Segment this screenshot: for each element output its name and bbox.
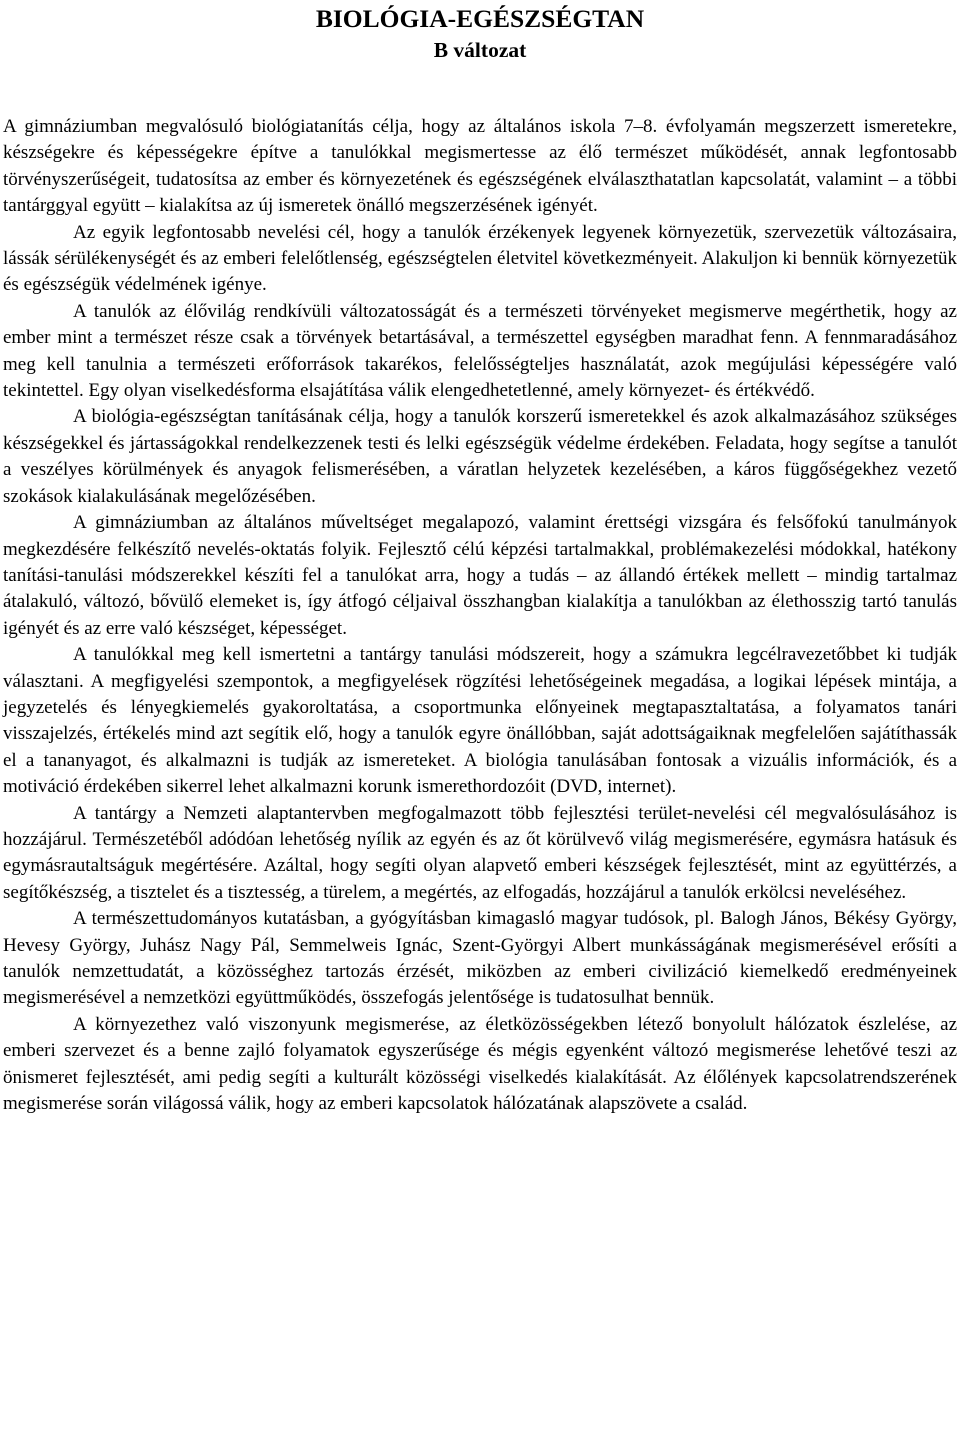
- document-body: [3, 114, 957, 1117]
- document-page: [3, 0, 957, 1117]
- paragraph-intro: A gimnáziumban megvalósuló biológiatanítás célja, hogy az általános iskola 7–8. évfolyamán megszerzett ismeretekre, készségekre és képességekre építve a tanulókkal megismertesse az élő természet működését, annak legfontosabb törvényszerűségeit, tudatosítsa az ember és környezetének és egészségének elválaszthatatlan kapcsolatát, valamint – a többi tantárggyal együtt – kialakítsa az új ismeretek önálló megszerzésének igényét.: [3, 116, 957, 217]
- paragraph-methods: A tanulókkal meg kell ismertetni a tantárgy tanulási módszereit, hogy a számukra legcélravezetőbbet ki tudják választani. A megfigyelési szempontok, a megfigyelések rögzítési lehetőségeinek megadása, a logikai lépések mintája, a jegyzetelés és lényegkiemelés gyakoroltatása, a csoportmunka előnyeinek megtapasztaltatása, a folyamatos tanári visszajelzés, értékelés mind azt segítik elő, hogy a tanulók egyre önállóbban, saját adottságaiknak megfelelően sajátíthassák el a tananyagot, és alkalmazni is tudják az ismereteket. A biológia tanulásában fontosak a vizuális információk, és a motiváció érdekében sikerrel lehet alkalmazni korunk ismerethordozóit (DVD, internet).: [3, 644, 957, 798]
- paragraph-nature-laws: A tanulók az élővilág rendkívüli változatosságát és a természeti törvényeket megismerve megérthetik, hogy az ember mint a természet része csak a törvények betartásával, a természettel egységben maradhat fenn. A fennmaradásához meg kell tanulnia a természeti erőforrások takarékos, felelősségteljes használatát, azok megújulási képességére való tekintettel. Egy olyan viselkedésforma elsajátítása válik elengedhetetlenné, amely környezet- és értékvédő.: [3, 300, 957, 402]
- paragraph-environment: A környezethez való viszonyunk megismerése, az életközösségekben létező bonyolult hálózatok észlelése, az emberi szervezet és a benne zajló folyamatok egyszerűsége és mégis egyenként változó megismerése lehetővé teszi az önismeret fejlesztését, ami pedig segíti a kulturált közösségi viselkedés kialakítását. Az élőlények kapcsolatrendszerének megismerése során világossá válik, hogy az emberi kapcsolatok hálózatának alapszövete a család.: [3, 1013, 957, 1115]
- paragraph-health-goal: A biológia-egészségtan tanításának célja, hogy a tanulók korszerű ismeretekkel és azok alkalmazásához szükséges készségekkel és jártasságokkal rendelkezzenek testi és lelki egészségük védelme érdekében. Feladata, hogy segítse a tanulót a veszélyes körülmények és anyagok felismerésében, a váratlan helyzetek kezelésében, a káros függőségekhez vezető szokások kialakulásának megelőzésében.: [3, 406, 957, 507]
- document-title: BIOLÓGIA-EGÉSZSÉGTAN: [315, 4, 645, 33]
- paragraph-gymnasium: A gimnáziumban az általános műveltséget megalapozó, valamint érettségi vizsgára és felsőfokú tanulmányok megkezdésére felkészítő nevelés-oktatás folyik. Fejlesztő célú képzési tartalmakkal, problémakezelési módokkal, hatékony tanítási-tanulási módszerekkel készíti fel a tanulókat arra, hogy a tudás – az állandó értékek mellett – mindig tartalmaz átalakuló, változó, bővülő elemeket is, így átfogó céljaival összhangban kialakítja a tanulókban az élethosszig tartó tanulás igényét és az erre való készséget, képességet.: [3, 512, 957, 639]
- document-subtitle: B változat: [433, 38, 527, 62]
- paragraph-nat-goals: A tantárgy a Nemzeti alaptantervben megfogalmazott több fejlesztési terület-nevelési cél megvalósulásához is hozzájárul. Természetéből adódóan lehetőség nyílik az egyén és az őt körülvevő világ megismerésére, egymásra hatásuk és egymásrautaltságuk megértésére. Azáltal, hogy segíti olyan alapvető emberi készségek fejlesztését, mint az együttérzés, a segítőkészség, a tisztelet és a tisztesség, a türelem, a megértés, az elfogadás, hozzájárul a tanulók erkölcsi neveléséhez.: [3, 802, 957, 903]
- paragraph-education-goal: Az egyik legfontosabb nevelési cél, hogy a tanulók érzékenyek legyenek környezetük, szervezetük változásaira, lássák sérülékenységét és az emberi felelőtlenség, egészségtelen életvitel következményeit. Alakuljon ki bennük környezetük és egészségük védelmének igénye.: [3, 221, 957, 296]
- paragraph-scientists: A természettudományos kutatásban, a gyógyításban kimagasló magyar tudósok, pl. Balogh János, Békésy György, Hevesy György, Juhász Nagy Pál, Semmelweis Ignác, Szent-Györgyi Albert munkásságának megismerésével erősíti a tanulók nemzettudatát, a közösséghez tartozás érzését, miközben az emberi civilizáció kiemelkedő eredményeinek megismerésével a nemzetközi együttműködés, összefogás jelentősége is tudatosulhat bennük.: [3, 908, 957, 1009]
